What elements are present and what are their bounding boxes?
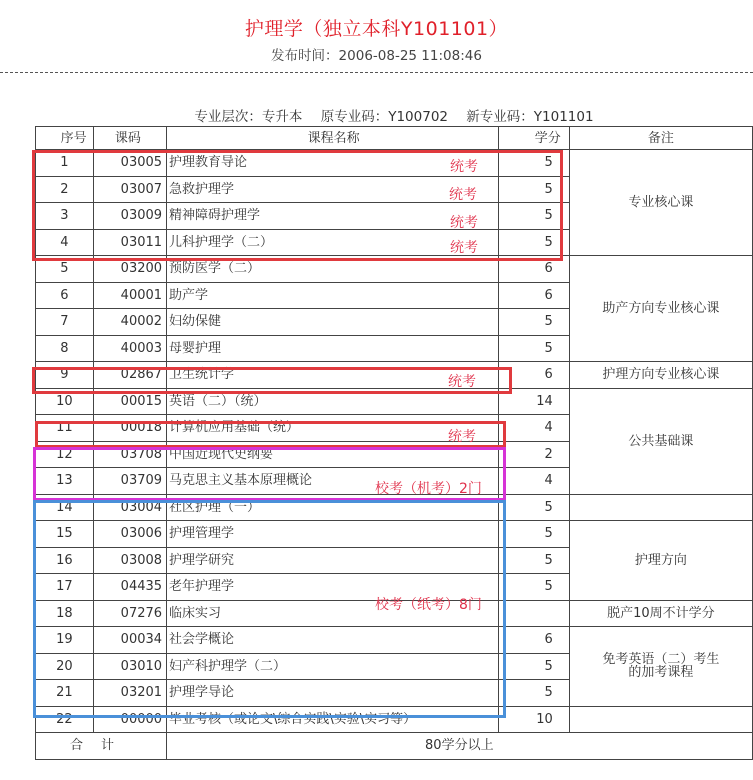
note-nursing-core: 护理方向专业核心课 — [569, 362, 752, 389]
header-no: 序号 — [36, 127, 94, 150]
old-program-code: 原专业码：Y100702 — [320, 109, 448, 125]
unified-exam-label-3: 统考 — [450, 215, 478, 231]
header-name: 课程名称 — [167, 127, 499, 150]
table-row — [36, 362, 753, 389]
row-no: 7 — [36, 309, 94, 336]
row-credit: 5 — [499, 680, 570, 707]
note-extra-courses — [569, 627, 752, 707]
unified-exam-label-5: 统考 — [448, 374, 476, 390]
note-public-basic: 公共基础课 — [569, 388, 752, 494]
row-code: 03006 — [93, 521, 166, 548]
school-computer-exam-label: 校考（机考）2门 — [375, 481, 482, 497]
row-credit: 2 — [499, 441, 570, 468]
header-credit: 学分 — [499, 127, 570, 150]
row-no: 21 — [36, 680, 94, 707]
row-name: 急救护理学 — [167, 176, 499, 203]
row-name: 护理管理学 — [167, 521, 499, 548]
row-name: 儿科护理学（二） — [167, 229, 499, 256]
row-code: 03201 — [93, 680, 166, 707]
row-code: 03007 — [93, 176, 166, 203]
unified-exam-label-4: 统考 — [450, 240, 478, 256]
row-name: 老年护理学 — [167, 574, 499, 601]
new-program-code: 新专业码：Y101101 — [466, 109, 594, 125]
note-nursing-direction: 护理方向 — [569, 521, 752, 601]
row-name: 中国近现代史纲要 — [167, 441, 499, 468]
row-name: 妇幼保健 — [167, 309, 499, 336]
row-no: 13 — [36, 468, 94, 495]
note-midwifery-core: 助产方向专业核心课 — [569, 256, 752, 362]
row-name: 毕业考核（或论文\综合实践\实验\实习等） — [167, 706, 499, 733]
school-paper-exam-label: 校考（纸考）8门 — [375, 597, 482, 613]
row-credit: 5 — [499, 335, 570, 362]
row-credit: 5 — [499, 150, 570, 177]
row-credit: 4 — [499, 415, 570, 442]
note-empty — [569, 706, 752, 733]
row-code: 40002 — [93, 309, 166, 336]
row-credit: 5 — [499, 203, 570, 230]
row-no: 1 — [36, 150, 94, 177]
row-name: 临床实习 — [167, 600, 499, 627]
row-code: 03709 — [93, 468, 166, 495]
row-no: 17 — [36, 574, 94, 601]
row-name: 社会学概论 — [167, 627, 499, 654]
note-extra-line2: 的加考课程 — [628, 665, 694, 681]
header-code: 课码 — [93, 127, 166, 150]
row-code: 03011 — [93, 229, 166, 256]
row-code: 03005 — [93, 150, 166, 177]
row-credit: 5 — [499, 653, 570, 680]
program-meta — [0, 105, 753, 125]
row-name: 预防医学（二） — [167, 256, 499, 283]
unified-exam-label-2: 统考 — [449, 187, 477, 203]
row-no: 15 — [36, 521, 94, 548]
row-code: 07276 — [93, 600, 166, 627]
note-empty — [569, 494, 752, 521]
row-code: 00000 — [93, 706, 166, 733]
row-no: 16 — [36, 547, 94, 574]
row-credit: 5 — [499, 574, 570, 601]
row-no: 2 — [36, 176, 94, 203]
dashed-divider — [0, 72, 753, 73]
row-credit: 5 — [499, 229, 570, 256]
total-value: 80学分以上 — [167, 733, 753, 760]
total-label: 合计 — [36, 733, 167, 760]
row-code: 00015 — [93, 388, 166, 415]
row-name: 护理教育导论 — [167, 150, 499, 177]
row-credit: 6 — [499, 362, 570, 389]
row-no: 11 — [36, 415, 94, 442]
page-title: 护理学（独立本科Y101101） — [244, 18, 509, 40]
row-code: 40003 — [93, 335, 166, 362]
row-no: 18 — [36, 600, 94, 627]
table-row — [36, 706, 753, 733]
row-code: 02867 — [93, 362, 166, 389]
row-name: 精神障碍护理学 — [167, 203, 499, 230]
table-header-row — [36, 127, 753, 150]
row-no: 20 — [36, 653, 94, 680]
program-level: 专业层次：专升本 — [194, 109, 303, 125]
row-name: 英语（二）（统） — [167, 388, 499, 415]
row-code: 03004 — [93, 494, 166, 521]
row-name: 妇产科护理学（二） — [167, 653, 499, 680]
row-name: 母婴护理 — [167, 335, 499, 362]
row-credit: 10 — [499, 706, 570, 733]
row-code: 04435 — [93, 574, 166, 601]
note-extra-line1: 免考英语（二）考生 — [602, 652, 720, 668]
row-code: 00018 — [93, 415, 166, 442]
table-row — [36, 521, 753, 548]
note-core: 专业核心课 — [569, 150, 752, 256]
row-code: 00034 — [93, 627, 166, 654]
row-credit: 5 — [499, 309, 570, 336]
row-name: 马克思主义基本原理概论 — [167, 468, 499, 495]
row-code: 03010 — [93, 653, 166, 680]
row-credit: 5 — [499, 547, 570, 574]
row-credit — [499, 600, 570, 627]
row-no: 10 — [36, 388, 94, 415]
row-name: 护理学研究 — [167, 547, 499, 574]
row-no: 14 — [36, 494, 94, 521]
row-credit: 6 — [499, 627, 570, 654]
row-name: 卫生统计学 — [167, 362, 499, 389]
row-no: 19 — [36, 627, 94, 654]
row-code: 03008 — [93, 547, 166, 574]
total-row — [36, 733, 753, 760]
table-row — [36, 627, 753, 654]
course-table — [35, 126, 753, 760]
row-name: 助产学 — [167, 282, 499, 309]
row-no: 12 — [36, 441, 94, 468]
row-name: 社区护理（一） — [167, 494, 499, 521]
row-no: 6 — [36, 282, 94, 309]
table-row — [36, 150, 753, 177]
row-no: 3 — [36, 203, 94, 230]
row-credit: 6 — [499, 282, 570, 309]
table-row — [36, 388, 753, 415]
unified-exam-label-1: 统考 — [450, 159, 478, 175]
row-name: 护理学导论 — [167, 680, 499, 707]
row-no: 5 — [36, 256, 94, 283]
unified-exam-label-6: 统考 — [448, 429, 476, 445]
note-internship: 脱产10周不计学分 — [569, 600, 752, 627]
table-row — [36, 256, 753, 283]
row-code: 03009 — [93, 203, 166, 230]
row-credit: 5 — [499, 176, 570, 203]
header-note: 备注 — [569, 127, 752, 150]
row-no: 22 — [36, 706, 94, 733]
row-no: 8 — [36, 335, 94, 362]
row-code: 03200 — [93, 256, 166, 283]
row-credit: 6 — [499, 256, 570, 283]
row-code: 03708 — [93, 441, 166, 468]
row-name: 计算机应用基础（统） — [167, 415, 499, 442]
row-code: 40001 — [93, 282, 166, 309]
row-credit: 4 — [499, 468, 570, 495]
row-credit: 5 — [499, 494, 570, 521]
row-no: 4 — [36, 229, 94, 256]
row-credit: 5 — [499, 521, 570, 548]
row-no: 9 — [36, 362, 94, 389]
publish-time: 发布时间：2006-08-25 11:08:46 — [271, 48, 482, 64]
row-credit: 14 — [499, 388, 570, 415]
